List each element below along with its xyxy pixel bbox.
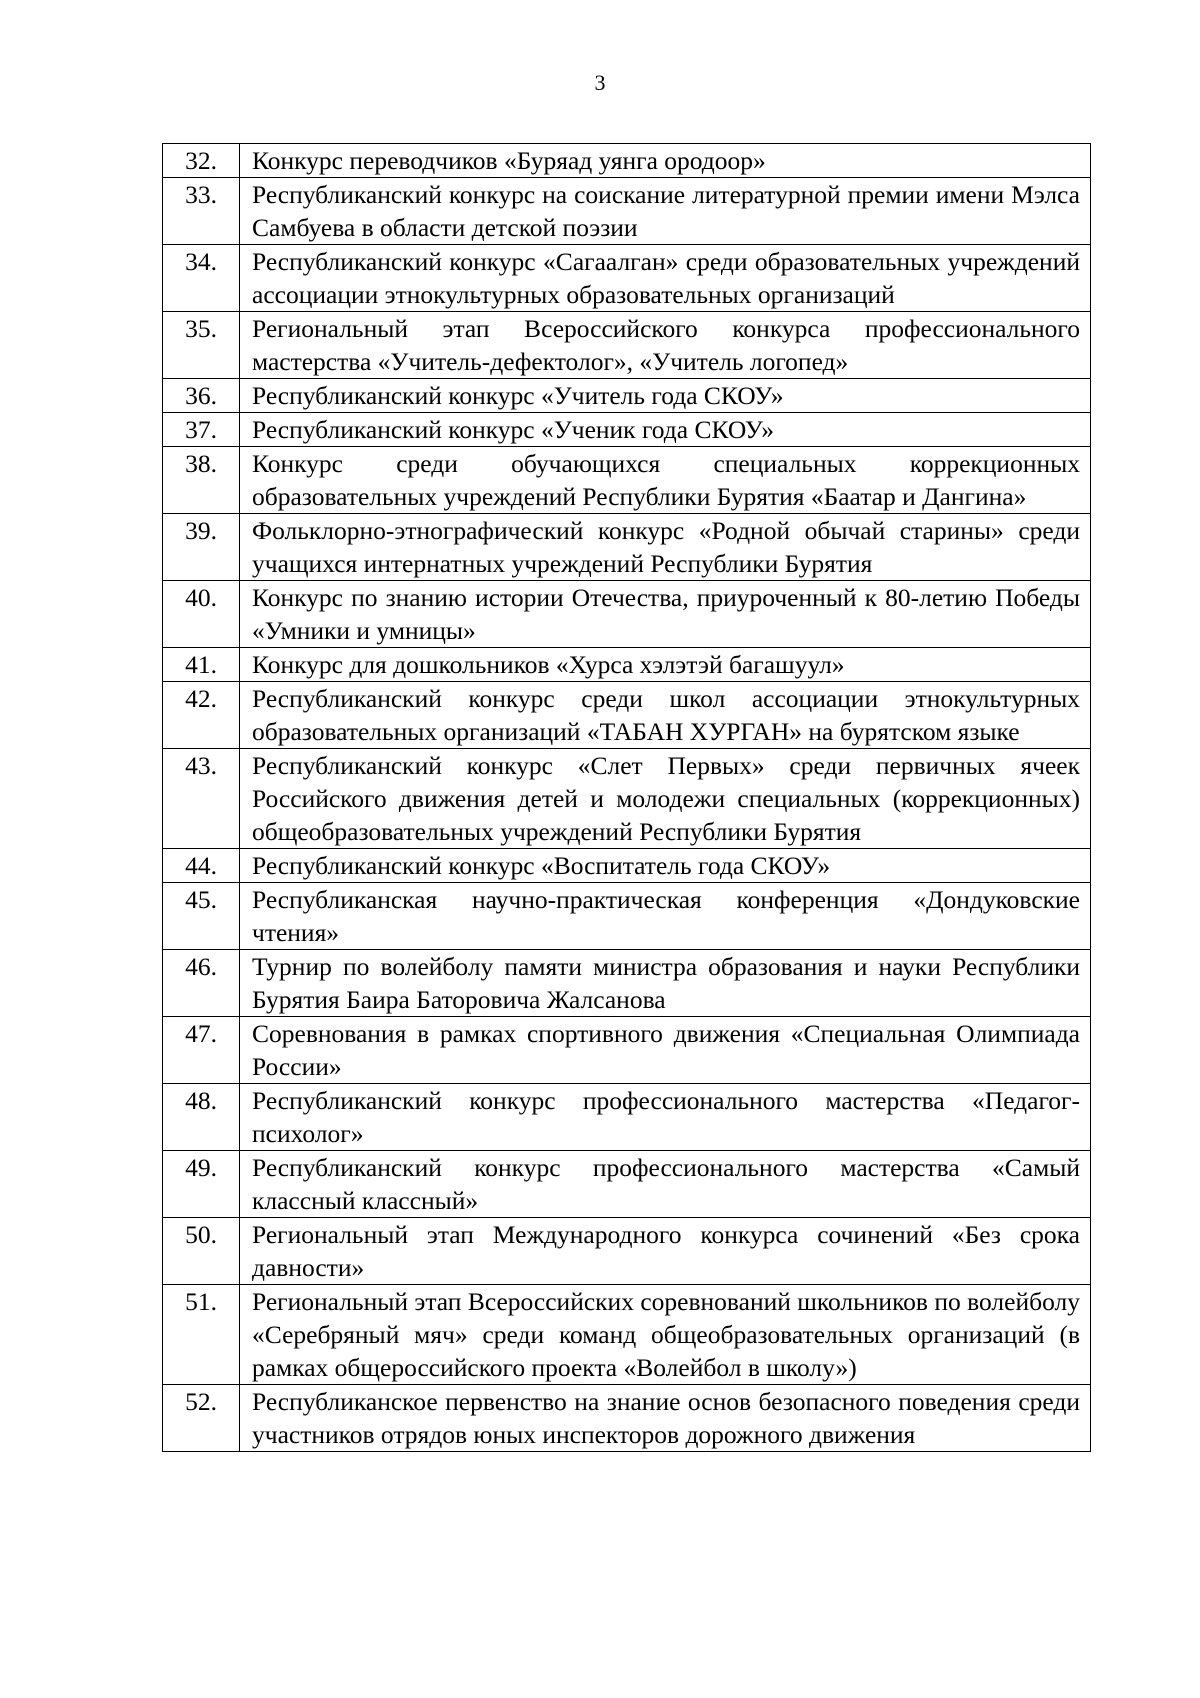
events-table-body: [163, 144, 1091, 1452]
row-number: 36.: [163, 379, 240, 413]
event-name: Республиканский конкурс «Слет Первых» среди первичных ячеек Российского движения детей и молодежи специальных (коррекционных) общеобразовательных учреждений Республики Бурятия: [240, 749, 1091, 849]
table-row: [163, 312, 1091, 379]
row-number: 48.: [163, 1084, 240, 1151]
event-name: Региональный этап Всероссийских соревнований школьников по волейболу «Серебряный мяч» среди команд общеобразовательных организаций (в рамках общероссийского проекта «Волейбол в школу»): [240, 1285, 1091, 1385]
event-name: Республиканский конкурс профессионального мастерства «Педагог-психолог»: [240, 1084, 1091, 1151]
row-number: 51.: [163, 1285, 240, 1385]
event-name: Республиканский конкурс профессионального мастерства «Самый классный классный»: [240, 1151, 1091, 1218]
row-number: 50.: [163, 1218, 240, 1285]
event-name: Соревнования в рамках спортивного движения «Специальная Олимпиада России»: [240, 1017, 1091, 1084]
table-row: [163, 1285, 1091, 1385]
row-number: 47.: [163, 1017, 240, 1084]
row-number: 39.: [163, 514, 240, 581]
table-row: [163, 682, 1091, 749]
row-number: 49.: [163, 1151, 240, 1218]
event-name: Региональный этап Международного конкурса сочинений «Без срока давности»: [240, 1218, 1091, 1285]
event-name: Республиканский конкурс «Воспитатель года СКОУ»: [240, 849, 1091, 883]
table-row: [163, 950, 1091, 1017]
row-number: 38.: [163, 447, 240, 514]
row-number: 43.: [163, 749, 240, 849]
table-row: [163, 447, 1091, 514]
event-name: Республиканское первенство на знание основ безопасного поведения среди участников отрядов юных инспекторов дорожного движения: [240, 1385, 1091, 1452]
table-row: [163, 1151, 1091, 1218]
page-number: 3: [594, 70, 606, 95]
event-name: Республиканский конкурс среди школ ассоциации этнокультурных образовательных организаций «ТАБАН ХУРГАН» на бурятском языке: [240, 682, 1091, 749]
row-number: 41.: [163, 648, 240, 682]
row-number: 52.: [163, 1385, 240, 1452]
event-name: Республиканская научно-практическая конференция «Дондуковские чтения»: [240, 883, 1091, 950]
table-row: [163, 245, 1091, 312]
table-row: [163, 1017, 1091, 1084]
event-name: Республиканский конкурс «Ученик года СКОУ»: [240, 413, 1091, 447]
table-row: [163, 749, 1091, 849]
table-row: [163, 849, 1091, 883]
events-table: [162, 143, 1091, 1452]
event-name: Конкурс для дошкольников «Хурса хэлэтэй багашуул»: [240, 648, 1091, 682]
event-name: Конкурс переводчиков «Буряад уянга ородоор»: [240, 144, 1091, 178]
table-row: [163, 883, 1091, 950]
table-row: [163, 413, 1091, 447]
table-row: [163, 581, 1091, 648]
row-number: 32.: [163, 144, 240, 178]
table-row: [163, 1218, 1091, 1285]
table-row: [163, 514, 1091, 581]
event-name: Конкурс среди обучающихся специальных коррекционных образовательных учреждений Республики Бурятия «Баатар и Дангина»: [240, 447, 1091, 514]
row-number: 40.: [163, 581, 240, 648]
event-name: Республиканский конкурс «Сагаалган» среди образовательных учреждений ассоциации этнокультурных образовательных организаций: [240, 245, 1091, 312]
row-number: 42.: [163, 682, 240, 749]
table-row: [163, 1084, 1091, 1151]
row-number: 44.: [163, 849, 240, 883]
row-number: 35.: [163, 312, 240, 379]
row-number: 34.: [163, 245, 240, 312]
table-row: [163, 144, 1091, 178]
table-row: [163, 1385, 1091, 1452]
row-number: 45.: [163, 883, 240, 950]
row-number: 33.: [163, 178, 240, 245]
event-name: Республиканский конкурс на соискание литературной премии имени Мэлса Самбуева в области детской поэзии: [240, 178, 1091, 245]
table-row: [163, 648, 1091, 682]
event-name: Республиканский конкурс «Учитель года СКОУ»: [240, 379, 1091, 413]
row-number: 37.: [163, 413, 240, 447]
table-row: [163, 178, 1091, 245]
event-name: Региональный этап Всероссийского конкурса профессионального мастерства «Учитель-дефектолог», «Учитель логопед»: [240, 312, 1091, 379]
event-name: Фольклорно-этнографический конкурс «Родной обычай старины» среди учащихся интернатных учреждений Республики Бурятия: [240, 514, 1091, 581]
row-number: 46.: [163, 950, 240, 1017]
event-name: Конкурс по знанию истории Отечества, приуроченный к 80-летию Победы «Умники и умницы»: [240, 581, 1091, 648]
table-row: [163, 379, 1091, 413]
event-name: Турнир по волейболу памяти министра образования и науки Республики Бурятия Баира Баторовича Жалсанова: [240, 950, 1091, 1017]
